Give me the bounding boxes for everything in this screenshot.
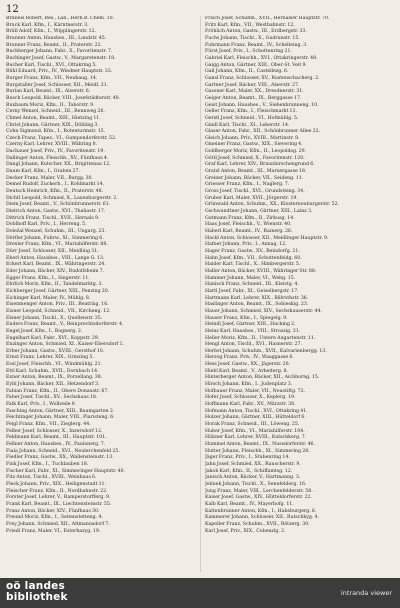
directory-entry: Gross Josef, Tischl., XVI., Grundsteing. 34. (205, 189, 305, 195)
directory-entry: Hinterberger Anton, Bäcker, XII., Aichhorng. 15. (205, 375, 320, 381)
directory-entry: Graf Karl, Lehrer, XIV., Braunhirschengrund 6. (205, 162, 315, 168)
directory-entry: Fuhrmann Franz, Beamt., IV., Schelleing. 3. (205, 42, 308, 48)
directory-entry: Elsner Johann, Tischl., X., Quellenstr. 35. (6, 315, 103, 321)
directory-entry: Engelhart Karl, Fabr., XVI., Koppstr. 29. (6, 335, 100, 341)
directory-entry: Dittrich Franz, Tischl., XVII., Hernals 9. (6, 215, 100, 221)
directory-entry: Buchinger Josef, Gastw., V., Margaretenstr. 18. (6, 55, 116, 61)
directory-entry: Brunner Anton, Hausbes., III., Landstr. 45. (6, 35, 107, 41)
directory-entry: Karl Josef, Priv., XIX., Cobenzlg. 2. (205, 528, 286, 534)
directory-entry: Jung Franz, Maler, VIII., Lerchenfelderstr. 58. (205, 488, 313, 494)
left-column (6, 16, 196, 572)
directory-entry: Gabriel Karl, Fleischh., XVI., Ottakringerstr. 48. (205, 55, 318, 61)
directory-entry: Fürst Josef, Priv., I., Schottenring 21. (205, 49, 292, 55)
directory-entry: Kapeller Franz, Schuhm., XVII., Rötzerg. 30. (205, 521, 310, 527)
directory-entry: Hager Franz, Gastw., XV., Reindorfg. 21. (205, 248, 300, 254)
directory-entry: Burger Franz, Kfm., VII., Neubaug. 14. (6, 75, 98, 81)
page-number: 12 (6, 4, 19, 15)
directory-entry: Fellner Anton, Hausbes., IV., Paulanerg. 7. (6, 442, 106, 447)
directory-entry: Doležal Wenzel, Schuhm., III., Ungarg. 23. (6, 229, 106, 234)
directory-entry: Burian Karl, Beamt., IX., Alserstr. 6. (6, 89, 91, 95)
directory-entry: Kalb Karl, Beamt., IV., Mayerhofg. 11. (205, 501, 294, 507)
directory-entry: Gindl Karl, Tischl., XI., Leberstr. 14. (205, 122, 290, 128)
directory-entry: Hartl Josef, Fabr., XI., Geiselbergstr. 17. (205, 288, 299, 294)
directory-entry: Jakob Karl, Kfm., II., Schiffamtsg. 12. (205, 468, 293, 474)
directory-entry: Felber Josef, Schlosser, X., Inzersdorf 12. (6, 428, 103, 434)
directory-entry: Buxbaum Moriz, Kfm., II., Taborstr. 9. (6, 102, 95, 108)
directory-entry: Diem Josef, Beamt., V., Schönbrunnerstr. 61. (6, 202, 111, 208)
directory-entry: Chmel Anton, Beamt., XIII., Hietzing 11. (6, 115, 101, 121)
directory-entry: Huber Josef, Kfm., VI., Mariahilferstr. 104. (205, 428, 305, 434)
directory-entry: Drexler Franz, Kfm., VI., Mariahilferstr. 88. (6, 242, 108, 248)
directory-entry: Dallinger Anton, Fleischh., XV., Fünfhaus 4. (6, 155, 109, 161)
directory-entry: Frisch Josef, Schuhm., XVII., Hernalser Hauptstr. 70. (205, 16, 330, 21)
directory-entry: Fitz Anton, Tischl., XVIII., Weinhaus 6. (6, 475, 97, 481)
directory-entry: Geller Franz, Kfm., I., Fleischmarkt 13. (205, 109, 297, 115)
directory-entry: Hafner Johann, Priv., I., Annag. 12. (205, 242, 287, 248)
directory-entry: Hess Josef, Gastw., XX., Jägerstr. 20. (205, 362, 291, 368)
directory-entry: Haberl Karl, Beamt., IV., Rainerg. 26. (205, 229, 293, 234)
directory-entry: Demel Rudolf, Zuckerb., I., Kohlmarkt 14. (6, 182, 105, 188)
directory-entry: Grünwald Anton, Schuhm., XX., Klosterneuburgerstr. 52. (205, 202, 340, 208)
directory-entry: Hammer Johann, Maler, VI., Webg. 15. (205, 275, 296, 281)
directory-entry: Haas Josef, Fleischh., V., Wienstr. 40. (205, 222, 292, 228)
directory-entry: Heindl Josef, Gärtner, XIII., Hacking 2. (205, 322, 296, 328)
directory-entry: Geiger Anton, Beamt., IX., Berggasse 17. (205, 95, 302, 101)
directory-entry: Deutsch Heinrich, Kfm., II., Praterstr. 48. (6, 189, 104, 195)
directory-entry: Haslinger Anton, Beamt., IX., Sobieskig. 23. (205, 302, 309, 308)
directory-entry: Dangl Johann, Kutscher, XX., Brigittenau 12. (6, 162, 111, 168)
directory-entry: Fischer Karl, Fabr., XI., Simmeringer Hauptstr. 40. (6, 468, 125, 474)
directory-entry: Eybl Johann, Bäcker, XII., Hetzendorf 3. (6, 382, 100, 388)
directory-entry: Bühl Eduard, Priv., IV., Wiedner Hauptstr. 33. (6, 69, 113, 75)
directory-entry: Ettl Karl, Schuhm., XVII., Dornbach 14. (6, 368, 99, 374)
directory-entry: Brunner Franz, Beamt., II., Praterstr. 22. (6, 42, 103, 48)
directory-entry: Gartner Josef, Bäcker, VIII., Alserstr. 27. (205, 82, 300, 88)
directory-entry: Enders Franz, Beamt., V., Reinprechtsdorferstr. 4. (6, 322, 124, 328)
directory-entry: Eisenmenger Anton, Priv., III., Beatrixg. 16. (6, 302, 109, 308)
directory-entry: Haller Anton, Bäcker, XVIII., Währinger Str. 88. (205, 268, 317, 274)
directory-entry: Hauser Franz, Kfm., I., Spiegelg. 9. (205, 315, 288, 321)
directory-entry: Decker Franz, Maler, VII., Burgg. 30. (6, 175, 94, 181)
directory-entry: Hiebl Karl, Beamt., V., Arbeiterg. 8. (205, 368, 288, 374)
directory-entry: Fiedler Franz, Gastw., XX., Wallensteinstr. 13. (6, 455, 114, 461)
directory-entry: Glaser Anton, Fabr., XII., Schönbrunner Allee 22. (205, 129, 321, 135)
directory-entry: Fritz Karl, Kfm., VII., Westbahnstr. 12. (205, 22, 295, 28)
directory-entry: Hofer Josef, Schlosser, X., Keplerg. 19. (205, 395, 296, 401)
directory-entry: Gall Johann, Kfm., II., Castellezg. 6. (205, 69, 289, 75)
directory-entry: Fink Josef, Kfm., I., Tuchlauben 18. (6, 461, 89, 467)
directory-entry: Doblhoff Karl, Priv., I., Herreng. 5. (6, 222, 87, 228)
right-column (205, 16, 395, 572)
directory-entry: Hoffmann Karl, Fabr., XV., Märzstr. 38. (205, 402, 296, 408)
directory-entry: Hanisch Franz, Schneid., III., Kleistg. 4. (205, 282, 299, 288)
directory-entry: Goldberger Moriz, Kfm., II., Leopoldsg. 29. (205, 149, 307, 155)
directory-entry: Kaltenbrunner Anton, Kfm., I., Habsburgerg. 6. (205, 508, 317, 514)
directory-entry: Fröhlich Anton, Gastw., III., Erdbergstr. 33. (205, 29, 307, 35)
directory-entry: Daum Karl, Kfm., I., Graben 27. (6, 169, 81, 175)
directory-entry: Gerstl Josef, Schneid., VI., Hofmühlg. 5. (205, 115, 299, 121)
directory-entry: Hofmann Anton, Tischl., XVI., Ottakring 41. (205, 408, 308, 414)
directory-entry: Czech Franz, Tapez., VI., Gumpendorferstr. 52. (6, 135, 117, 141)
directory-entry: Cohn Sigmund, Kfm., I., Rotenturmstr. 15. (6, 129, 106, 135)
directory-entry: Busch Leopold, Bäcker, VIII., Josefstädterstr. 40. (6, 95, 121, 101)
directory-entry: Hengl Anton, Tischl., XVI., Hasnerstr. 27. (205, 342, 302, 348)
directory-entry: Hübner Karl, Lehrer, XVIII., Kutschkerg. 7. (205, 435, 307, 441)
directory-entry: Holzer Johann, Gärtner, XIII., Hütteldorf 6. (205, 415, 306, 421)
directory-entry: Hutter Johann, Fleischh., XI., Simmering 28. (205, 448, 310, 454)
directory-entry: Griesser Franz, Kfm., I., Naglerg. 7. (205, 182, 290, 188)
directory-entry: Jahn Josef, Schmied, XX., Rauscherstr. 9. (205, 461, 301, 467)
directory-entry: Hahn Josef, Kfm., VII., Schottenfeldg. 60. (205, 255, 302, 261)
directory-entry: Frey Johann, Schmied, XII., Altmannsdorf 7. (6, 521, 110, 527)
directory-entry: Kammerer Johann, Schlosser, XII., Ratschkyg. 4. (205, 515, 320, 521)
directory-entry: Hauer Johann, Schmied, XIV., Sechshauserstr. 44. (205, 308, 322, 314)
directory-entry: Janisch Anton, Bäcker, V., Hartmanng. 3. (205, 475, 301, 481)
directory-entry: Dietrich Anton, Gastw., XVI., Thaliastr. 17. (6, 209, 106, 215)
directory-entry: Eberl Anton, Hausbes., VIII., Lange G. 13. (6, 255, 105, 261)
directory-entry: Horak Franz, Schneid., III., Löweng. 25. (205, 422, 300, 428)
directory-entry: Hackl Anton, Schlosser, XII., Meidlinger Hauptstr. 9. (205, 235, 329, 241)
directory-entry: Burgstaller Josef, Schlosser, XII., Meidl. 21. (6, 82, 109, 88)
directory-entry: Gratzl Anton, Beamt., III., Marxergasse 18. (205, 169, 307, 175)
directory-entry: Kaiser Josef, Gastw., XIV., Hütteldorferstr. 22. (205, 495, 313, 501)
directory-entry: Eisner Leopold, Schneid., VII., Kircheng. 12. (6, 308, 111, 314)
directory-entry: Eichinger Karl, Maler, IV., Mühlg. 8. (6, 295, 91, 301)
directory-entry: Feigl Franz, Kfm., VII., Zieglerg. 44. (6, 422, 91, 428)
directory-entry: Hirsch Johann, Kfm., I., Judenplatz 3. (205, 382, 293, 388)
directory-entry: Geist Johann, Hausbes., V., Siebenbrunneng. 10. (205, 102, 319, 108)
directory-entry: Faber Josef, Tischl., XV., Sechshaus 18. (6, 395, 98, 401)
directory-entry: Bruneis Robert, Bes., Lab., Herb.B. Chem. 10. (6, 16, 115, 21)
directory-entry: Heinz Karl, Hausbes., VIII., Strozzig. 31. (205, 328, 301, 334)
directory-entry: Gschwandtner Johann, Gärtner, XIII., Lainz 3. (205, 209, 313, 215)
directory-entry: Frank Karl, Beamt., IX., Liechtensteinstr. 55. (6, 501, 112, 507)
column-divider (200, 16, 201, 572)
directory-entry: Haider Karl, Tischl., X., Himbergerstr. 5. (205, 262, 301, 268)
library-logo[interactable] (6, 581, 68, 603)
logo-line-1: oö landes (6, 580, 65, 592)
directory-entry: Fasching Anton, Gärtner, XIII., Baumgarten 2. (6, 408, 115, 414)
directory-entry: Cerny Wenzel, Schneid., III., Rennweg 26. (6, 109, 105, 115)
directory-entry: Fabian Franz, Kfm., II., Obere Donaustr. 67. (6, 388, 109, 394)
directory-entry: Göttl Josef, Schmied, X., Favoritenstr. 120. (205, 155, 305, 161)
directory-entry: Eder Johann, Bäcker, XIV., Rudolfsheim 7. (6, 268, 105, 274)
directory-entry: Fleck Johann, Priv., XIX., Heiligenstadt 11. (6, 481, 107, 487)
directory-entry: Dörfler Johann, Fuhrw., XI., Simmering 6. (6, 235, 104, 241)
directory-entry: Falk Karl, Priv., I., Wollzeile 9. (6, 402, 77, 408)
directory-entry: Christ Johann, Gärtner, XIX., Döbling 3. (6, 122, 99, 128)
directory-entry: Gassner Karl, Maler, XX., Dresdnerstr. 31. (205, 89, 304, 95)
viewer-footer (0, 578, 400, 608)
directory-entry: Gmeiner Franz, Gastw., XIX., Sievering 4. (205, 142, 303, 148)
directory-entry: Franz Anton, Bäcker, XIV., Fünfhaus 30. (6, 508, 100, 514)
directory-entry: Ehrlich Moriz, Kfm., II., Tandelmarktg. 3. (6, 282, 103, 288)
directory-entry: Jelinek Johann, Tischl., X., Senefelderg. 16. (205, 481, 307, 487)
directory-entry: Exner Anton, Beamt., IX., Porzellang. 38. (6, 375, 103, 381)
directory-entry: Engel Josef, Kfm., I., Bognerg. 2. (6, 328, 83, 334)
directory-entry: Freund Moriz, Kfm., I., Seitenstetteng. 4. (6, 515, 103, 521)
directory-entry: Eichberger Josef, Gärtner, XIII., Penzing 20. (6, 288, 110, 294)
directory-entry: Hummel Anton, Beamt., IX., Nussdorferstr. 46. (205, 442, 316, 447)
directory-entry: Dachauer Josef, Priv., IV., Favoritenstr. 19. (6, 149, 105, 155)
directory-entry: Gansl Franz, Schlosser, XV., Rustenschacherg. 2. (205, 75, 320, 81)
directory-entry: Gruber Karl, Maler, XVII., Jörgerstr. 19. (205, 195, 298, 201)
viewer-label: intranda viewer (340, 589, 392, 597)
directory-entry: Brüll Adolf, Kfm., I., Wipplingerstr. 12. (6, 29, 97, 35)
directory-entry: Fiala Johann, Schneid., XVI., Neulerchenfeld 25. (6, 448, 120, 454)
directory-entry: Gutmann Franz, Kfm., II., Zirkusg. 14. (205, 215, 295, 221)
directory-entry: Herbst Johann, Schuhm., XVII., Kalvarienbergg. 13. (205, 348, 327, 354)
directory-entry: Friedl Franz, Maler, VI., Esterhazyg. 19. (6, 528, 101, 534)
directory-entry: Greiner Johann, Bäcker, VII., Seideng. 11. (205, 175, 304, 181)
directory-entry: Eckert Karl, Beamt., IX., Währingerstr. 24. (6, 262, 106, 268)
directory-entry: Gleich Johann, Priv., XVIII., Martinstr. 8. (205, 135, 300, 141)
logo-line-2: bibliothek (6, 591, 68, 603)
directory-entry: Gaigg Anton, Gärtner, XIII., Ober-St. Veit 9. (205, 62, 307, 68)
directory-entry: Hartmann Karl, Lehrer, XIX., Billrothstr. 36. (205, 295, 309, 301)
directory-entry: Herzog Franz, Priv., IV., Waaggasse 6. (205, 355, 294, 361)
directory-entry: Essl Josef, Fleischh., VI., Windmühlg. 21. (6, 362, 103, 368)
directory-entry: Buchberger Johann, Fabr., X., Favoritenstr. 7. (6, 49, 113, 55)
directory-entry: Ernst Franz, Lehrer, XIX., Grinzing 5. (6, 355, 94, 361)
directory-entry: Dürr Josef, Schlosser, XII., Meidling 31. (6, 248, 99, 254)
directory-entry: Fleischer Franz, Kfm., II., Nordbahnstr. 22. (6, 488, 108, 494)
directory-entry: Bruck Karl, Kfm., I., Kärntnerstr. 3. (6, 22, 89, 28)
directory-entry: Feichtinger Johann, Maler, VIII., Piaristeng. 6. (6, 415, 115, 421)
directory-entry: Forster Josef, Lehrer, V., Ramperstorfferg. 9. (6, 495, 111, 501)
directory-entry: Czerny Karl, Lehrer, XVIII., Währing 8. (6, 142, 98, 148)
directory-entry: Heller Moriz, Kfm., II., Untere Augartenstr. 11. (205, 335, 316, 341)
directory-entry: Bucher Karl, Tischl., XVI., Ottakring 5. (6, 62, 97, 68)
directory-entry: Feldmann Karl, Beamt., III., Hauptstr. 101. (6, 435, 107, 441)
directory-entry: Egger Franz, Kfm., I., Singerstr. 11. (6, 275, 90, 281)
directory-entry: Enzinger Anton, Schmied, XI., Kaiser-Ebersdorf 1. (6, 342, 125, 348)
directory-entry: Erber Johann, Gastw., XVIII., Gersthof 10. (6, 348, 105, 354)
directory-entry: Jäger Franz, Priv., I., Stubenring 14. (205, 455, 290, 461)
directory-entry: Fuchs Johann, Tischl., X., Gudrunstr. 15. (205, 35, 300, 41)
directory-entry: Dichtl Leopold, Schmied, X., Laxenburgerstr. 2. (6, 195, 118, 201)
directory-entry: Hofbauer Franz, Maler, VII., Neustiftg. 72. (205, 388, 306, 394)
